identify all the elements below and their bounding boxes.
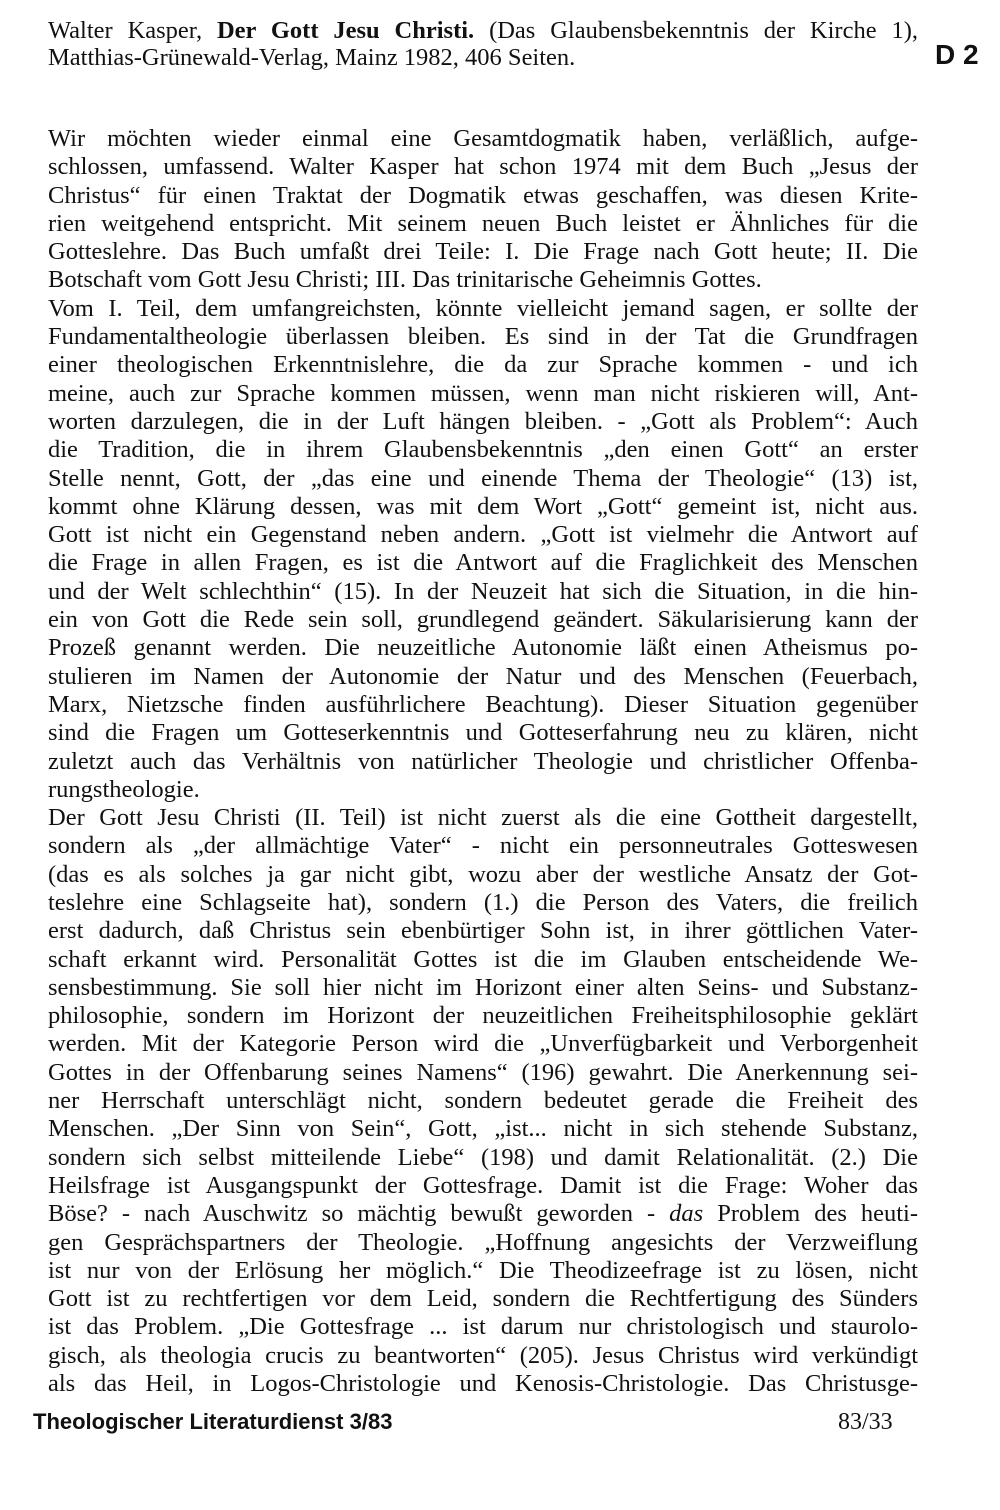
body-line: Der Gott Jesu Christi (II. Teil) ist nicht zuerst als die eine Gottheit dargestellt,	[48, 804, 918, 831]
body-line: die Tradition, die in ihrem Glaubensbekenntnis „den einen Gott“ an erster	[48, 436, 918, 463]
body-line: Gotteslehre. Das Buch umfaßt drei Teile: I. Die Frage nach Gott heute; II. Die	[48, 238, 918, 265]
body-line: Vom I. Teil, dem umfangreichsten, könnte vielleicht jemand sagen, er sollte der	[48, 295, 918, 322]
body-line: erst dadurch, daß Christus sein ebenbürtiger Sohn ist, in ihrer göttlichen Vater-	[48, 917, 918, 944]
body-line: Fundamentaltheologie überlassen bleiben. Es sind in der Tat die Grundfragen	[48, 323, 918, 350]
body-line: als das Heil, in Logos-Christologie und Kenosis-Christologie. Das Christusge-	[48, 1370, 918, 1397]
body-line: Botschaft vom Gott Jesu Christi; III. Das trinitarische Geheimnis Gottes.	[48, 266, 762, 293]
body-line: Christus“ für einen Traktat der Dogmatik etwas geschaffen, was diesen Krite-	[48, 182, 918, 209]
body-line: Heilsfrage ist Ausgangspunkt der Gottesfrage. Damit ist die Frage: Woher das	[48, 1172, 918, 1199]
reference-series: (Das Glaubensbekenntnis der Kirche 1),	[489, 17, 919, 44]
body-line: ner Herrschaft unterschlägt nicht, sondern bedeutet gerade die Freiheit des	[48, 1087, 918, 1114]
body-line: gisch, als theologia crucis zu beantworten“ (205). Jesus Christus wird verkündigt	[48, 1342, 918, 1369]
body-line-part: Böse? - nach Auschwitz so mächtig bewußt geworden -	[48, 1200, 670, 1227]
body-line: sind die Fragen um Gotteserkenntnis und Gotteserfahrung neu zu klären, nicht	[48, 719, 918, 746]
body-line: schaft erkannt wird. Personalität Gottes ist die im Glauben entscheidende We-	[48, 946, 918, 973]
body-line-part: Problem des heuti-	[703, 1200, 918, 1227]
body-line: Stelle nennt, Gott, der „das eine und einende Thema der Theologie“ (13) ist,	[48, 465, 918, 492]
footer-page-number: 83/33	[838, 1409, 893, 1435]
body-line: worten darzulegen, die in der Luft hängen bleiben. - „Gott als Problem“: Auch	[48, 408, 918, 435]
body-line: sondern sich selbst mitteilende Liebe“ (198) und damit Relationalität. (2.) Die	[48, 1144, 918, 1171]
footer-journal-title: Theologischer Literaturdienst 3/83	[33, 1409, 393, 1434]
reference-line-1	[48, 17, 918, 44]
body-line: Gott ist zu rechtfertigen vor dem Leid, sondern die Rechtfertigung des Sünders	[48, 1285, 918, 1312]
body-line: sondern als „der allmächtige Vater“ - nicht ein personneutrales Gotteswesen	[48, 832, 918, 859]
bibliographic-reference	[48, 17, 918, 71]
body-line: Wir möchten wieder einmal eine Gesamtdogmatik haben, verläßlich, aufge-	[48, 125, 918, 152]
body-line: philosophie, sondern im Horizont der neuzeitlichen Freiheitsphilosophie geklärt	[48, 1002, 918, 1029]
reference-title: Der Gott Jesu Christi.	[216, 17, 475, 44]
reference-publisher: Matthias-Grünewald-Verlag, Mainz 1982, 406 Seiten.	[48, 44, 576, 71]
body-line: (das es als solches ja gar nicht gibt, wozu aber der westliche Ansatz der Got-	[48, 861, 918, 888]
body-line: kommt ohne Klärung dessen, was mit dem Wort „Gott“ gemeint ist, nicht aus.	[48, 493, 918, 520]
body-line: ist das Problem. „Die Gottesfrage ... ist darum nur christologisch und staurolo-	[48, 1313, 918, 1340]
body-line: Prozeß genannt werden. Die neuzeitliche Autonomie läßt einen Atheismus po-	[48, 634, 918, 661]
body-line-with-italic	[48, 1200, 918, 1227]
body-line: Marx, Nietzsche finden ausführlichere Beachtung). Dieser Situation gegenüber	[48, 691, 918, 718]
italic-emphasis: das	[669, 1200, 704, 1227]
body-line: rien weitgehend entspricht. Mit seinem neuen Buch leistet er Ähnliches für die	[48, 210, 918, 237]
body-line: einer theologischen Erkenntnislehre, die da zur Sprache kommen - und ich	[48, 351, 918, 378]
body-line: gen Gesprächspartners der Theologie. „Hoffnung angesichts der Verzweiflung	[48, 1229, 918, 1256]
body-line: Gott ist nicht ein Gegenstand neben andern. „Gott ist vielmehr die Antwort auf	[48, 521, 918, 548]
body-line: rungstheologie.	[48, 776, 200, 803]
body-line: und der Welt schlechthin“ (15). In der Neuzeit hat sich die Situation, in die hin-	[48, 578, 918, 605]
body-line: werden. Mit der Kategorie Person wird die „Unverfügbarkeit und Verborgenheit	[48, 1030, 918, 1057]
body-line: Menschen. „Der Sinn von Sein“, Gott, „ist... nicht in sich stehende Substanz,	[48, 1115, 918, 1142]
body-line: die Frage in allen Fragen, es ist die Antwort auf die Fraglichkeit des Menschen	[48, 549, 918, 576]
body-line: Gottes in der Offenbarung seines Namens“ (196) gewahrt. Die Anerkennung sei-	[48, 1059, 918, 1086]
body-line: schlossen, umfassend. Walter Kasper hat schon 1974 mit dem Buch „Jesus der	[48, 153, 918, 180]
section-code: D 2	[935, 39, 979, 70]
reference-author: Walter Kasper,	[48, 17, 203, 44]
body-line: zuletzt auch das Verhältnis von natürlicher Theologie und christlicher Offenba-	[48, 748, 918, 775]
body-line: sensbestimmung. Sie soll hier nicht im Horizont einer alten Seins- und Substanz-	[48, 974, 918, 1001]
body-line: ist nur von der Erlösung her möglich.“ Die Theodizeefrage ist zu lösen, nicht	[48, 1257, 918, 1284]
body-line: ein von Gott die Rede sein soll, grundlegend geändert. Säkularisierung kann der	[48, 606, 918, 633]
body-line: meine, auch zur Sprache kommen müssen, wenn man nicht riskieren will, Ant-	[48, 380, 918, 407]
body-line: teslehre eine Schlagseite hat), sondern (1.) die Person des Vaters, die freilich	[48, 889, 918, 916]
body-line: stulieren im Namen der Autonomie der Natur und des Menschen (Feuerbach,	[48, 663, 918, 690]
